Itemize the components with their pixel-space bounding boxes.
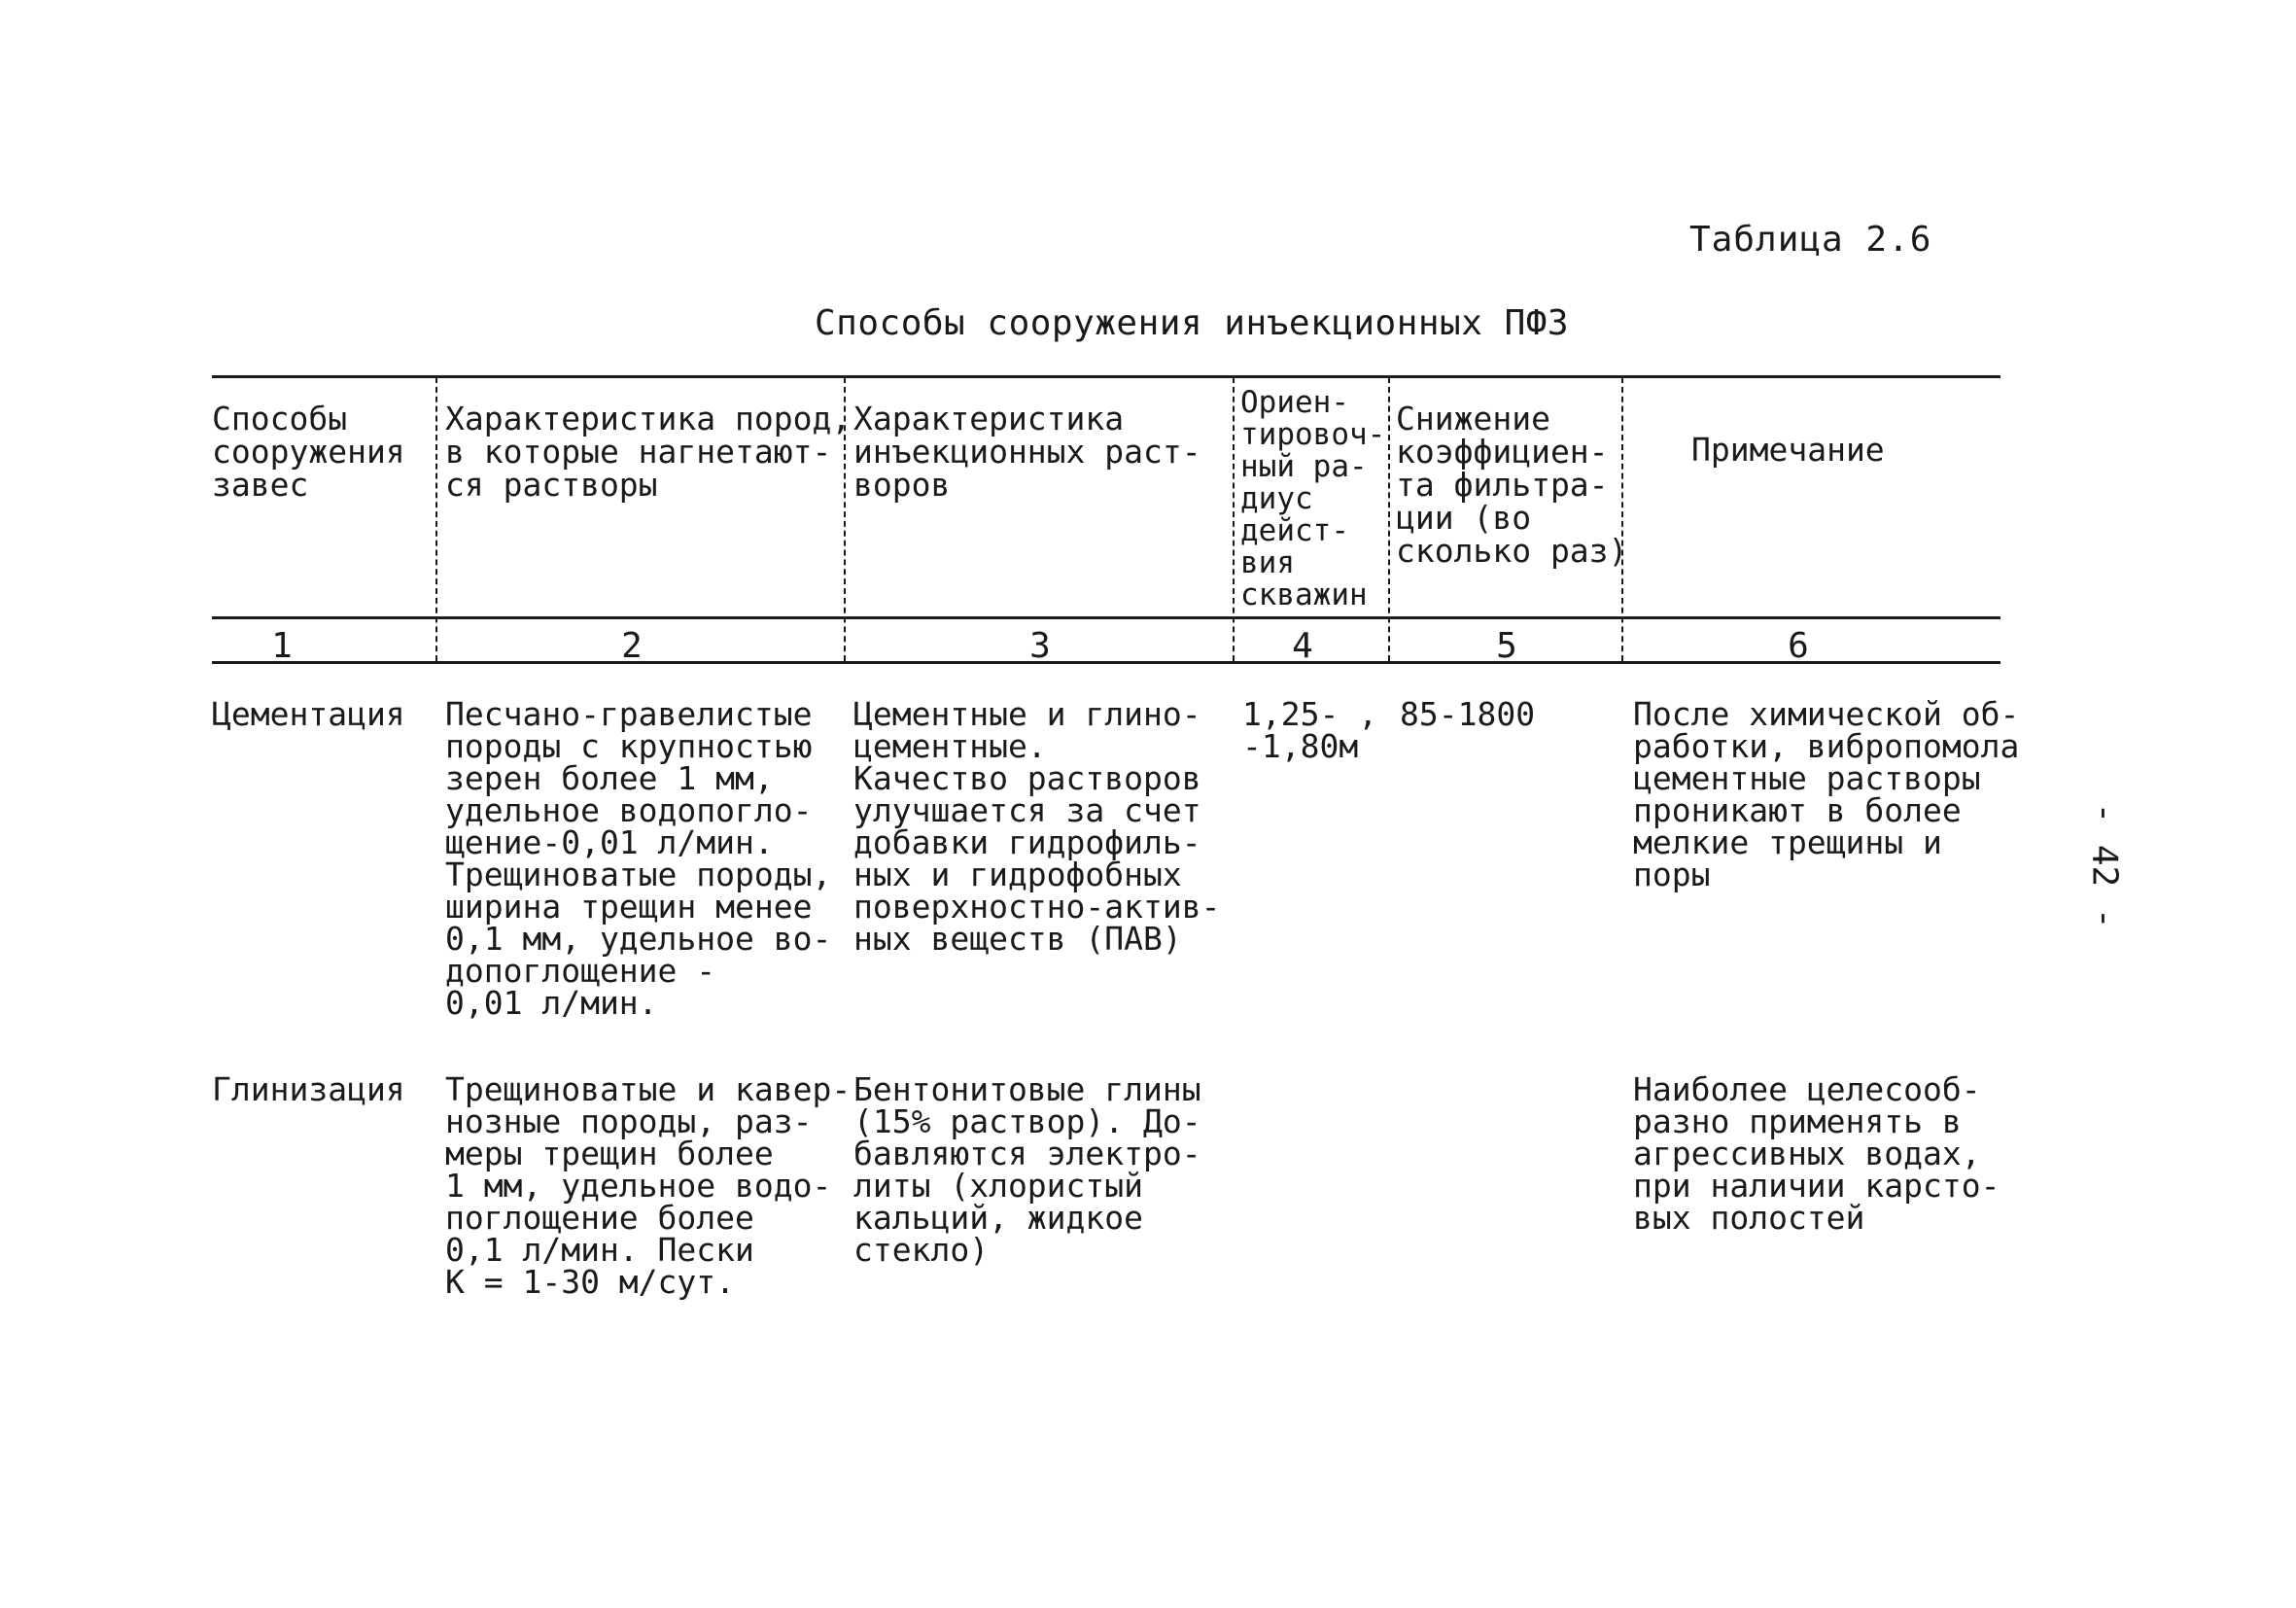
cell-method: Цементация (212, 695, 405, 733)
header-rocks: Характеристика пород, в которые нагнетают- ся растворы (445, 400, 852, 504)
header-radius: Ориен- тировоч- ный ра- диус дейст- вия скважин (1240, 385, 1386, 612)
header-bottom-rule (212, 616, 2000, 619)
header-solutions: Характеристика инъекционных раст- воров (853, 400, 1201, 504)
cell-radius: 1,25- , -1,80м (1242, 695, 1378, 765)
cell-note: После химической об- работки, вибропомола цементные растворы проникают в более мелкие трещины и поры (1633, 695, 2020, 893)
column-number: 5 (1496, 626, 1517, 666)
column-number: 3 (1029, 626, 1051, 666)
column-number: 6 (1788, 626, 1809, 666)
cell-note: Наиболее целесооб- разно применять в агрессивных водах, при наличии карсто- вых полостей (1633, 1070, 2000, 1237)
header-method: Способы сооружения завес (212, 400, 405, 504)
table-top-rule (212, 375, 2000, 378)
cell-rocks: Трещиноватые и кавер- нозные породы, раз- меры трещин более 1 мм, удельное водо- поглощение более 0,1 л/мин. Пески К = 1-30 м/сут. (445, 1070, 852, 1301)
column-separator (435, 377, 437, 661)
header-note: Примечание (1691, 431, 1885, 469)
column-number: 2 (621, 626, 643, 666)
cell-rocks: Песчано-гравелистые породы с крупностью зерен более 1 мм, удельное водопогло- щение-0,01 л/мин. Трещиноватые породы, ширина трещин менее 0,1 мм, удельное во- допоглощение - 0,01 л/мин. (445, 695, 832, 1022)
cell-reduction: 85-1800 (1400, 695, 1536, 733)
table-label: Таблица 2.6 (1689, 220, 1932, 260)
header-reduction: Снижение коэффициен- та фильтра- ции (во сколько раз) (1396, 400, 1628, 570)
column-separator (1388, 377, 1390, 661)
cell-method: Глинизация (212, 1070, 405, 1108)
table-title: Способы сооружения инъекционных ПФЗ (815, 303, 1570, 343)
page-number: - 42 - (2084, 802, 2125, 929)
column-number: 1 (271, 626, 293, 666)
cell-solutions: Цементные и глино- цементные. Качество растворов улучшается за счет добавки гидрофиль- ных и гидрофобных поверхностно-актив- ных веществ (ПАВ) (853, 695, 1221, 958)
column-number: 4 (1292, 626, 1313, 666)
column-separator (1233, 377, 1235, 661)
numbers-bottom-rule (212, 661, 2000, 664)
cell-solutions: Бентонитовые глины (15% раствор). До- бавляются электро- литы (хлористый кальций, жидкое стекло) (853, 1070, 1201, 1269)
